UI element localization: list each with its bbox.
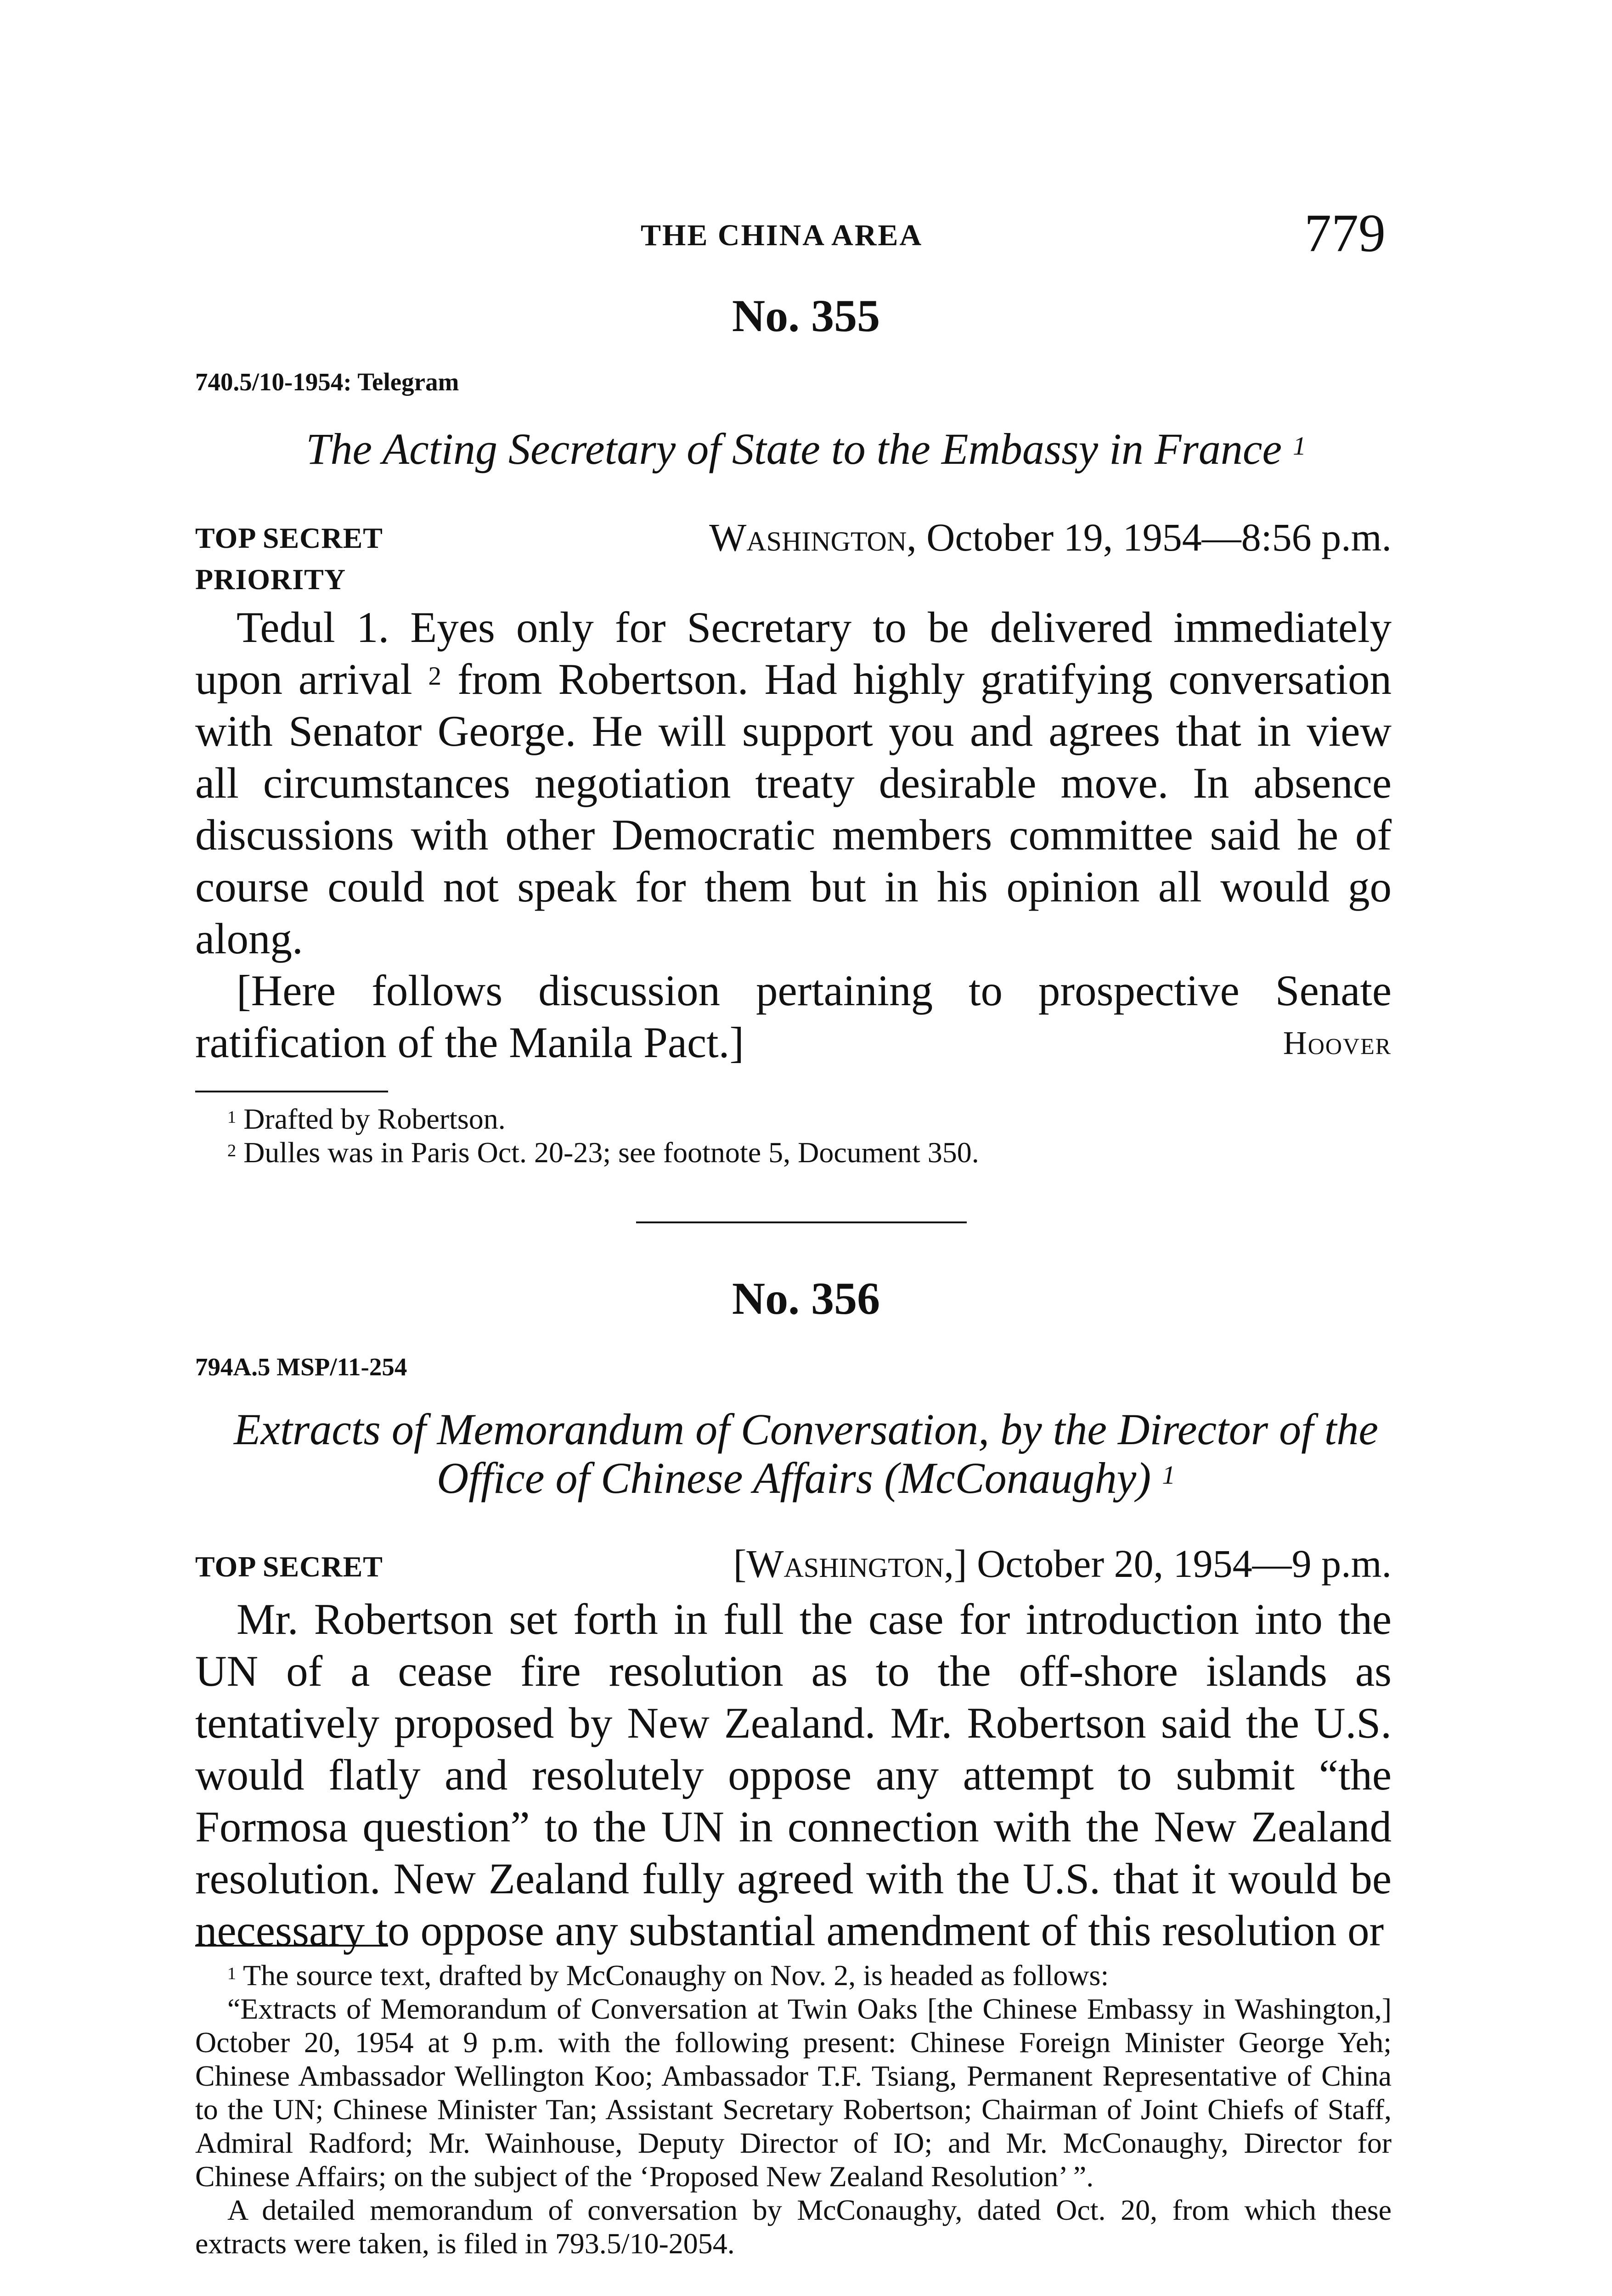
classification: TOP SECRET <box>195 1550 383 1583</box>
document-title-line-2 <box>0 1454 1612 1503</box>
footnote-marker: 1 <box>227 1107 237 1127</box>
footnote <box>195 1958 1392 1992</box>
document-title <box>0 425 1612 473</box>
dateline-time: October 20, 1954—9 p.m. <box>977 1542 1392 1586</box>
classification: TOP SECRET <box>195 522 383 554</box>
body-text: Tedul 1. Eyes only for Secretary to be delivered immediately upon arrival <box>195 603 1392 703</box>
footnote-marker: 1 <box>1293 431 1306 461</box>
page-number: 779 <box>1304 203 1386 263</box>
document-number: No. 355 <box>732 290 880 341</box>
signature: Hoover <box>1283 1024 1392 1061</box>
footnotes <box>195 1102 1392 1169</box>
footnote-text: Dulles was in Paris Oct. 20-23; see footnote 5, Document 350. <box>243 1136 979 1169</box>
footnote-rule <box>195 1945 388 1947</box>
document-title-text: The Acting Secretary of State to the Embassy in France <box>306 424 1282 473</box>
footnote-rule <box>195 1091 388 1092</box>
footnote-text: Drafted by Robertson. <box>243 1103 506 1135</box>
footnote <box>195 1136 1392 1169</box>
running-head: THE CHINA AREA <box>641 219 923 252</box>
footnotes <box>195 1958 1392 2260</box>
footnote-marker: 1 <box>227 1964 237 1983</box>
priority: PRIORITY <box>195 563 346 596</box>
footnote-paragraph: “Extracts of Memorandum of Conversation at Twin Oaks [the Chinese Embassy in Washington,] October 20, 1954 at 9 p.m. with the following present: Chinese Foreign Minister George Yeh; Chinese Ambassador Wellington Koo; Ambassador T.F. Tsiang, Permanent Representative of China to the UN; Chinese Minister Tan; Assistant Secretary Robertson; Chairman of Joint Chiefs of Staff, Admiral Radford; Mr. Wainhouse, Deputy Director of IO; and Mr. McConaughy, Director for Chinese Affairs; on the subject of the ‘Proposed New Zealand Resolution’ ”. <box>195 1992 1392 2193</box>
body-paragraph <box>195 602 1392 965</box>
body-text: from Robertson. Had highly gratifying conversation with Senator George. He will support you and agrees that in view all circumstances negotiation treaty desirable move. In absence discussions with other Democratic members committee said he of course could not speak for them but in his opinion all would go along. <box>195 655 1392 963</box>
footnote-marker: 2 <box>227 1141 237 1160</box>
dateline <box>709 514 1392 560</box>
body-paragraph: [Here follows discussion pertaining to prospective Senate ratification of the Manila Pact.] <box>195 966 1392 1067</box>
file-reference: 740.5/10-1954: Telegram <box>195 368 459 396</box>
document-number: No. 356 <box>732 1273 880 1324</box>
document-body <box>195 602 1392 1069</box>
file-reference: 794A.5 MSP/11-254 <box>195 1353 407 1381</box>
dateline-place: [Washington,] <box>733 1542 967 1586</box>
section-divider <box>636 1221 967 1223</box>
dateline <box>733 1541 1392 1587</box>
document-body <box>195 1593 1392 1957</box>
footnote-text: The source text, drafted by McConaughy on Nov. 2, is headed as follows: <box>243 1959 1109 1992</box>
footnote-marker: 1 <box>1162 1460 1176 1490</box>
body-paragraph: Mr. Robertson set forth in full the case for introduction into the UN of a cease fire resolution as to the off-shore islands as tentatively proposed by New Zealand. Mr. Robertson said the U.S. would flatly and resolutely oppose any attempt to submit “the Formosa question” to the UN in connection with the New Zealand resolution. New Zealand fully agreed with the U.S. that it would be necessary to oppose any substantial amendment of this resolution or <box>195 1595 1392 1955</box>
document-title <box>0 1405 1612 1503</box>
dateline-place: Washington, <box>709 515 917 559</box>
footnote <box>195 1102 1392 1136</box>
document-title-line: Extracts of Memorandum of Conversation, by the Director of the <box>233 1405 1379 1454</box>
document-title-text: Office of Chinese Affairs (McConaughy) <box>436 1453 1151 1503</box>
footnote-marker: 2 <box>428 662 442 691</box>
footnote-paragraph: A detailed memorandum of conversation by McConaughy, dated Oct. 20, from which these extracts were taken, is filed in 793.5/10-2054. <box>195 2194 1392 2260</box>
dateline-time: October 19, 1954—8:56 p.m. <box>926 515 1392 559</box>
